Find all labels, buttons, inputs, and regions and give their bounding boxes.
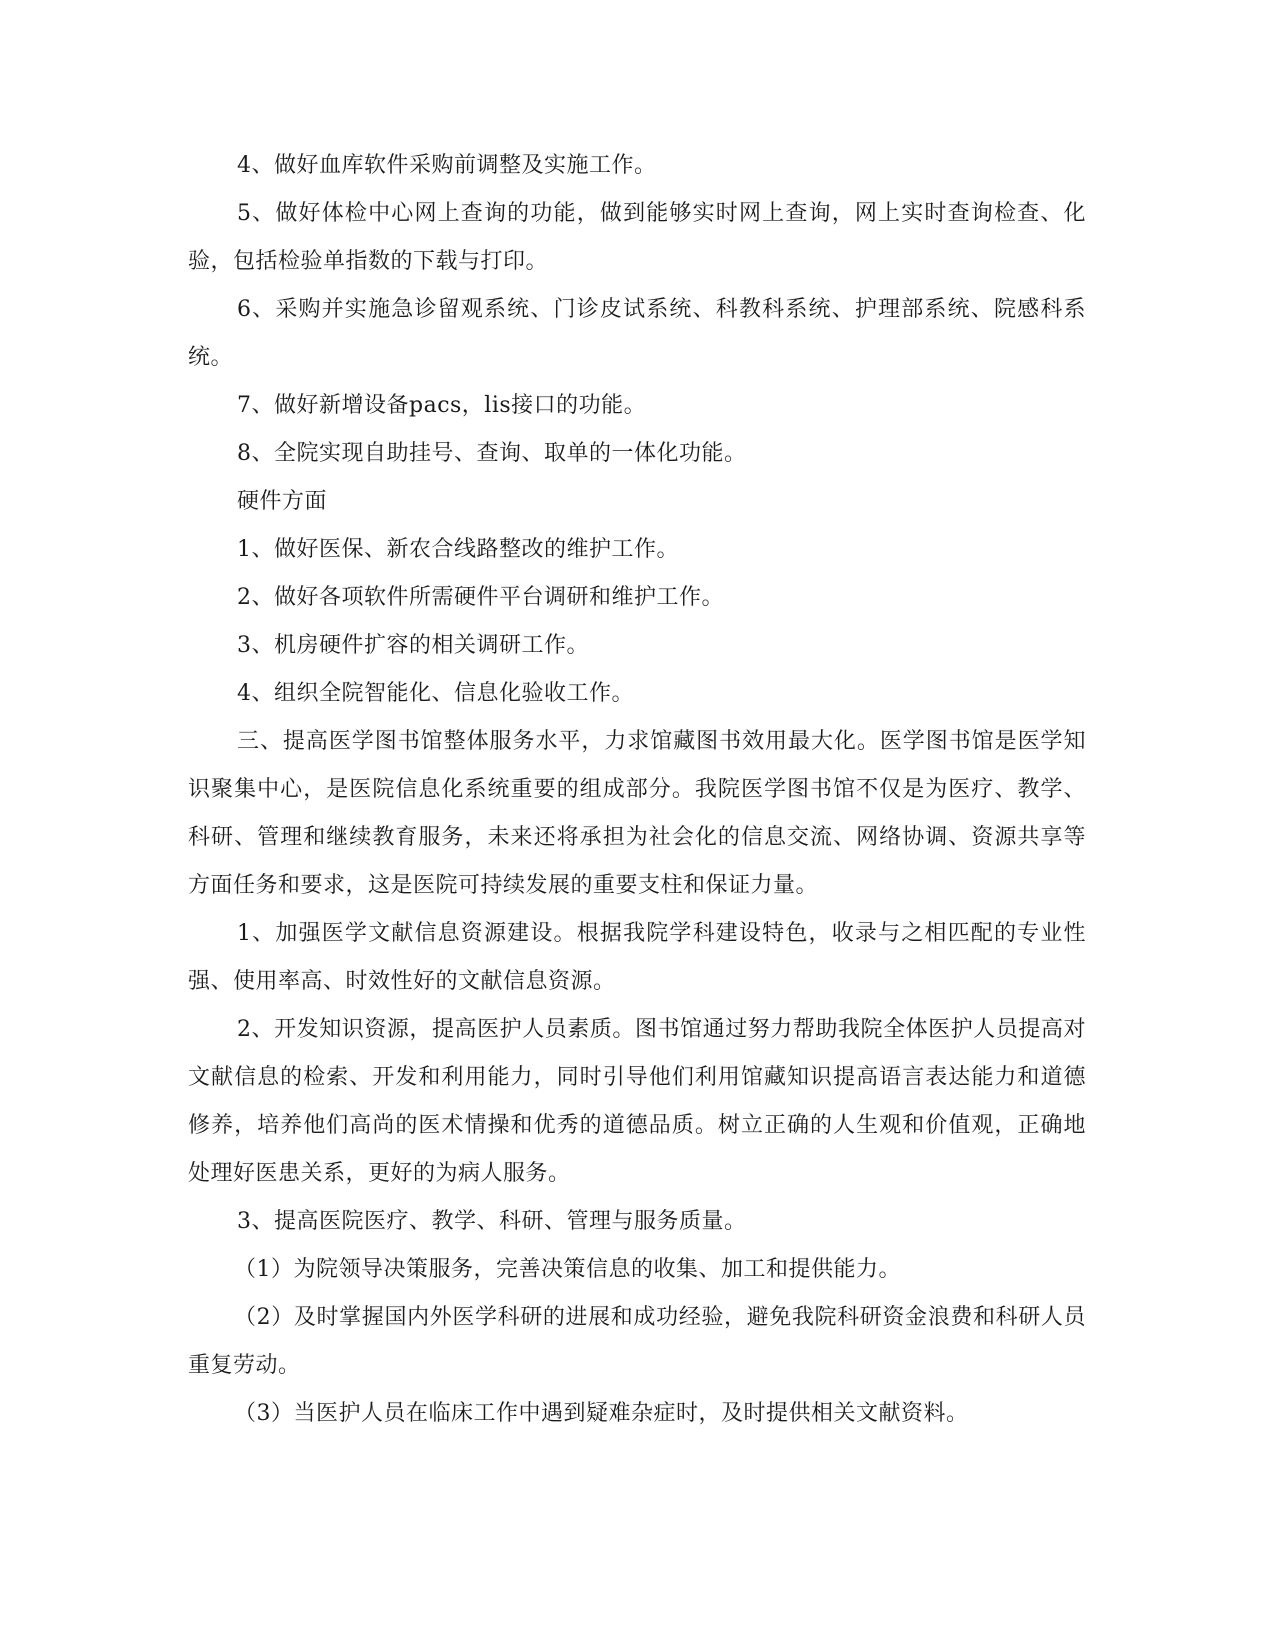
paragraph-library-item-2: 2、开发知识资源，提高医护人员素质。图书馆通过努力帮助我院全体医护人员提高对文献信息的检索、开发和利用能力，同时引导他们利用馆藏知识提高语言表达能力和道德修养，培养他们高尚的医术情操和优秀的道德品质。树立正确的人生观和价值观，正确地处理好医患关系，更好的为病人服务。 <box>188 1017 1086 1186</box>
paragraph-library-item-3: 3、提高医院医疗、教学、科研、管理与服务质量。 <box>237 1209 747 1234</box>
paragraph-software-item-5: 5、做好体检中心网上查询的功能，做到能够实时网上查询，网上实时查询检查、化验，包括检验单指数的下载与打印。 <box>188 201 1086 274</box>
paragraph-software-item-4: 4、做好血库软件采购前调整及实施工作。 <box>237 153 657 178</box>
paragraph-subitem-2: （2）及时掌握国内外医学科研的进展和成功经验，避免我院科研资金浪费和科研人员重复劳动。 <box>188 1305 1086 1378</box>
document-body <box>188 142 1086 1438</box>
paragraph-hardware-item-4: 4、组织全院智能化、信息化验收工作。 <box>237 681 634 706</box>
paragraph-hardware-item-2: 2、做好各项软件所需硬件平台调研和维护工作。 <box>237 585 724 610</box>
paragraph-hardware-item-3: 3、机房硬件扩容的相关调研工作。 <box>237 633 589 658</box>
paragraph-subitem-1: （1）为院领导决策服务，完善决策信息的收集、加工和提供能力。 <box>234 1257 901 1282</box>
section-heading-hardware: 硬件方面 <box>237 489 328 514</box>
paragraph-library-item-1: 1、加强医学文献信息资源建设。根据我院学科建设特色，收录与之相匹配的专业性强、使用率高、时效性好的文献信息资源。 <box>188 921 1086 994</box>
paragraph-software-item-6: 6、采购并实施急诊留观系统、门诊皮试系统、科教科系统、护理部系统、院感科系统。 <box>188 297 1086 370</box>
paragraph-software-item-8: 8、全院实现自助挂号、查询、取单的一体化功能。 <box>237 441 747 466</box>
paragraph-software-item-7: 7、做好新增设备pacs，lis接口的功能。 <box>237 393 647 418</box>
paragraph-subitem-3: （3）当医护人员在临床工作中遇到疑难杂症时，及时提供相关文献资料。 <box>234 1401 969 1426</box>
paragraph-section-three-library: 三、提高医学图书馆整体服务水平，力求馆藏图书效用最大化。医学图书馆是医学知识聚集中心，是医院信息化系统重要的组成部分。我院医学图书馆不仅是为医疗、教学、科研、管理和继续教育服务，未来还将承担为社会化的信息交流、网络协调、资源共享等方面任务和要求，这是医院可持续发展的重要支柱和保证力量。 <box>188 729 1086 898</box>
paragraph-hardware-item-1: 1、做好医保、新农合线路整改的维护工作。 <box>237 537 679 562</box>
